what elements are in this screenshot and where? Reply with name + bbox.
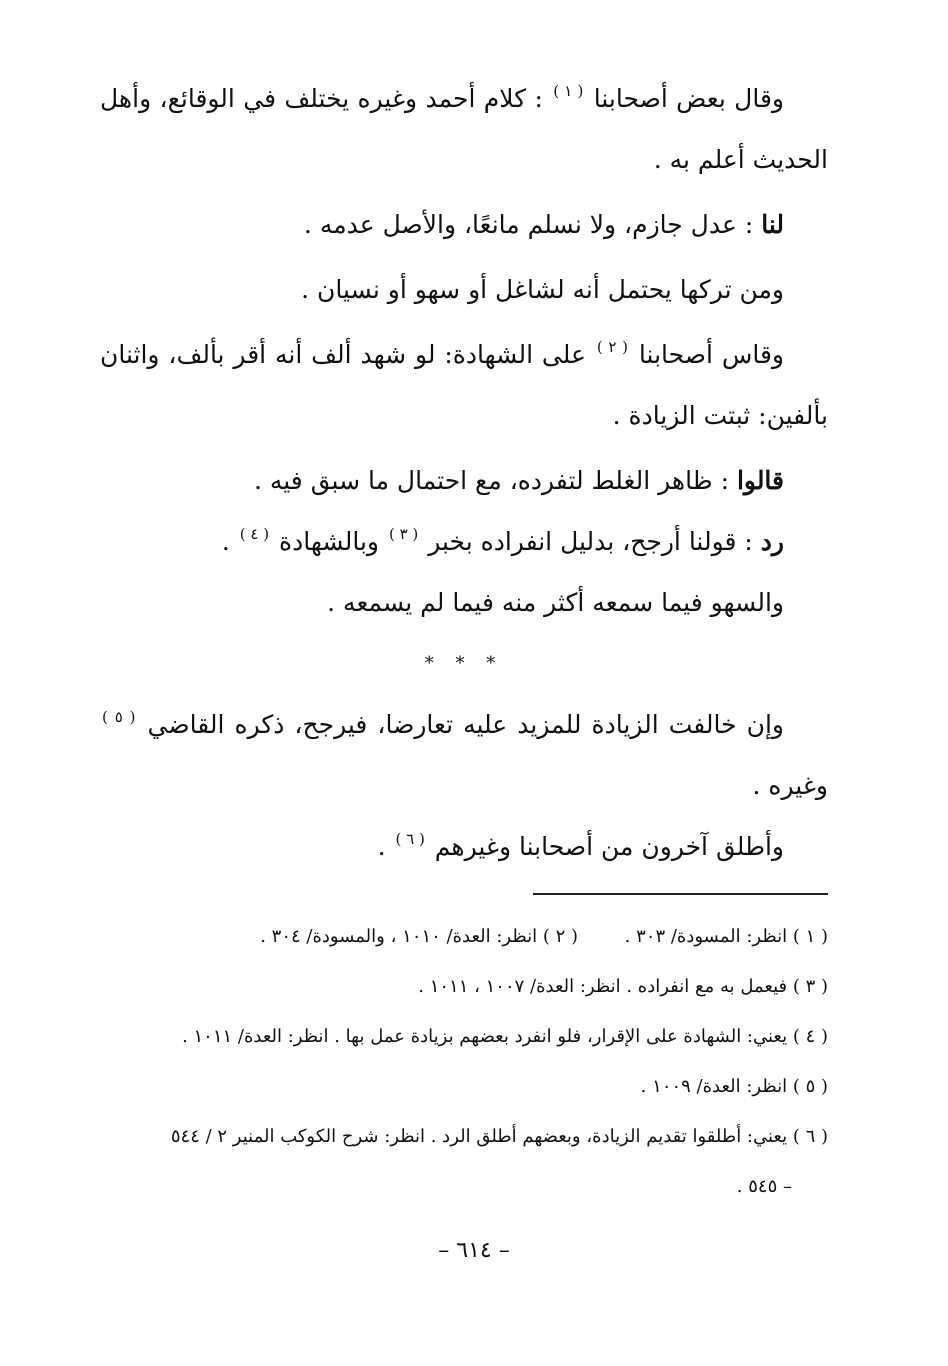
footnote-2: ( ٢ ) انظر: العدة/ ١٠١٠ ، والمسودة/ ٣٠٤ . bbox=[260, 926, 578, 947]
paragraph-4 bbox=[100, 324, 828, 446]
paragraph-5 bbox=[100, 450, 828, 511]
footnote-ref-5[interactable]: ( ٥ ) bbox=[102, 708, 136, 726]
footnote-5: ( ٥ ) انظر: العدة/ ١٠٠٩ . bbox=[640, 1076, 828, 1097]
paragraph-9 bbox=[100, 816, 828, 877]
footnote-ref-3[interactable]: ( ٣ ) bbox=[388, 525, 419, 543]
paragraph-6 bbox=[100, 511, 828, 572]
paragraph-5-lead: قالوا bbox=[736, 466, 784, 495]
paragraph-1-text-a: وقال بعض أصحابنا bbox=[593, 84, 784, 113]
footnote-6: ( ٦ ) يعني: أطلقوا تقديم الزيادة، وبعضهم أطلق الرد . انظر: شرح الكوكب المنير ٢ / ٥٤٤ bbox=[170, 1126, 828, 1147]
paragraph-2 bbox=[100, 194, 828, 255]
paragraph-7 bbox=[100, 572, 828, 633]
footnote-ref-4[interactable]: ( ٤ ) bbox=[239, 525, 270, 543]
paragraph-1-text-b: : كلام أحمد وغيره يختلف في الوقائع، وأهل الحديث أعلم به . bbox=[100, 84, 828, 174]
paragraph-2-lead: لنا bbox=[761, 210, 784, 239]
page-number: – ٦١٤ – bbox=[438, 1238, 510, 1263]
main-text bbox=[100, 68, 828, 877]
footnote-ref-6[interactable]: ( ٦ ) bbox=[395, 830, 425, 848]
paragraph-4-text-a: وقاس أصحابنا bbox=[638, 340, 785, 369]
footnote-row-1-2 bbox=[100, 912, 828, 962]
footnote-divider bbox=[533, 893, 828, 895]
paragraph-1 bbox=[100, 68, 828, 190]
paragraph-5-text: : ظاهر الغلط لتفرده، مع احتمال ما سبق فيه . bbox=[253, 466, 729, 495]
paragraph-6-text-a: : قولنا أرجح، بدليل انفراده بخبر bbox=[428, 527, 753, 556]
paragraph-6-text-c: . bbox=[221, 527, 230, 556]
paragraph-8-text-b: وغيره . bbox=[752, 771, 828, 800]
paragraph-8-text-a: وإن خالفت الزيادة للمزيد عليه تعارضا، فيرجح، ذكره القاضي bbox=[147, 710, 785, 739]
footnote-6-continuation: – ٥٤٥ . bbox=[736, 1176, 792, 1197]
footnote-1: ( ١ ) انظر: المسودة/ ٣٠٣ . bbox=[624, 926, 828, 947]
footnote-3: ( ٣ ) فيعمل به مع انفراده . انظر: العدة/ ١٠٠٧ ، ١٠١١ . bbox=[418, 976, 828, 997]
paragraph-6-lead: رد bbox=[760, 527, 784, 556]
paragraph-3-text: ومن تركها يحتمل أنه لشاغل أو سهو أو نسيان . bbox=[301, 275, 784, 304]
paragraph-2-text: : عدل جازم، ولا نسلم مانعًا، والأصل عدمه . bbox=[303, 210, 754, 239]
paragraph-7-text: والسهو فيما سمعه أكثر منه فيما لم يسمعه . bbox=[327, 588, 784, 617]
footnote-ref-2[interactable]: ( ٢ ) bbox=[596, 338, 629, 356]
paragraph-3 bbox=[100, 259, 828, 320]
paragraph-8 bbox=[100, 694, 828, 816]
footnotes bbox=[100, 912, 828, 1212]
paragraph-4-text-b: على الشهادة: لو شهد ألف أنه أقر بألف، واثنان بألفين: ثبتت الزيادة . bbox=[100, 340, 828, 430]
paragraph-9-text-a: وأطلق آخرون من أصحابنا وغيرهم bbox=[434, 832, 784, 861]
footnote-ref-1[interactable]: ( ١ ) bbox=[553, 82, 584, 100]
paragraph-9-text-b: . bbox=[377, 832, 386, 861]
paragraph-6-text-b: وبالشهادة bbox=[279, 527, 379, 556]
section-separator: * * * bbox=[424, 653, 504, 674]
footnote-4: ( ٤ ) يعني: الشهادة على الإقرار، فلو انفرد بعضهم بزيادة عمل بها . انظر: العدة/ ١٠١١ . bbox=[182, 1026, 828, 1047]
